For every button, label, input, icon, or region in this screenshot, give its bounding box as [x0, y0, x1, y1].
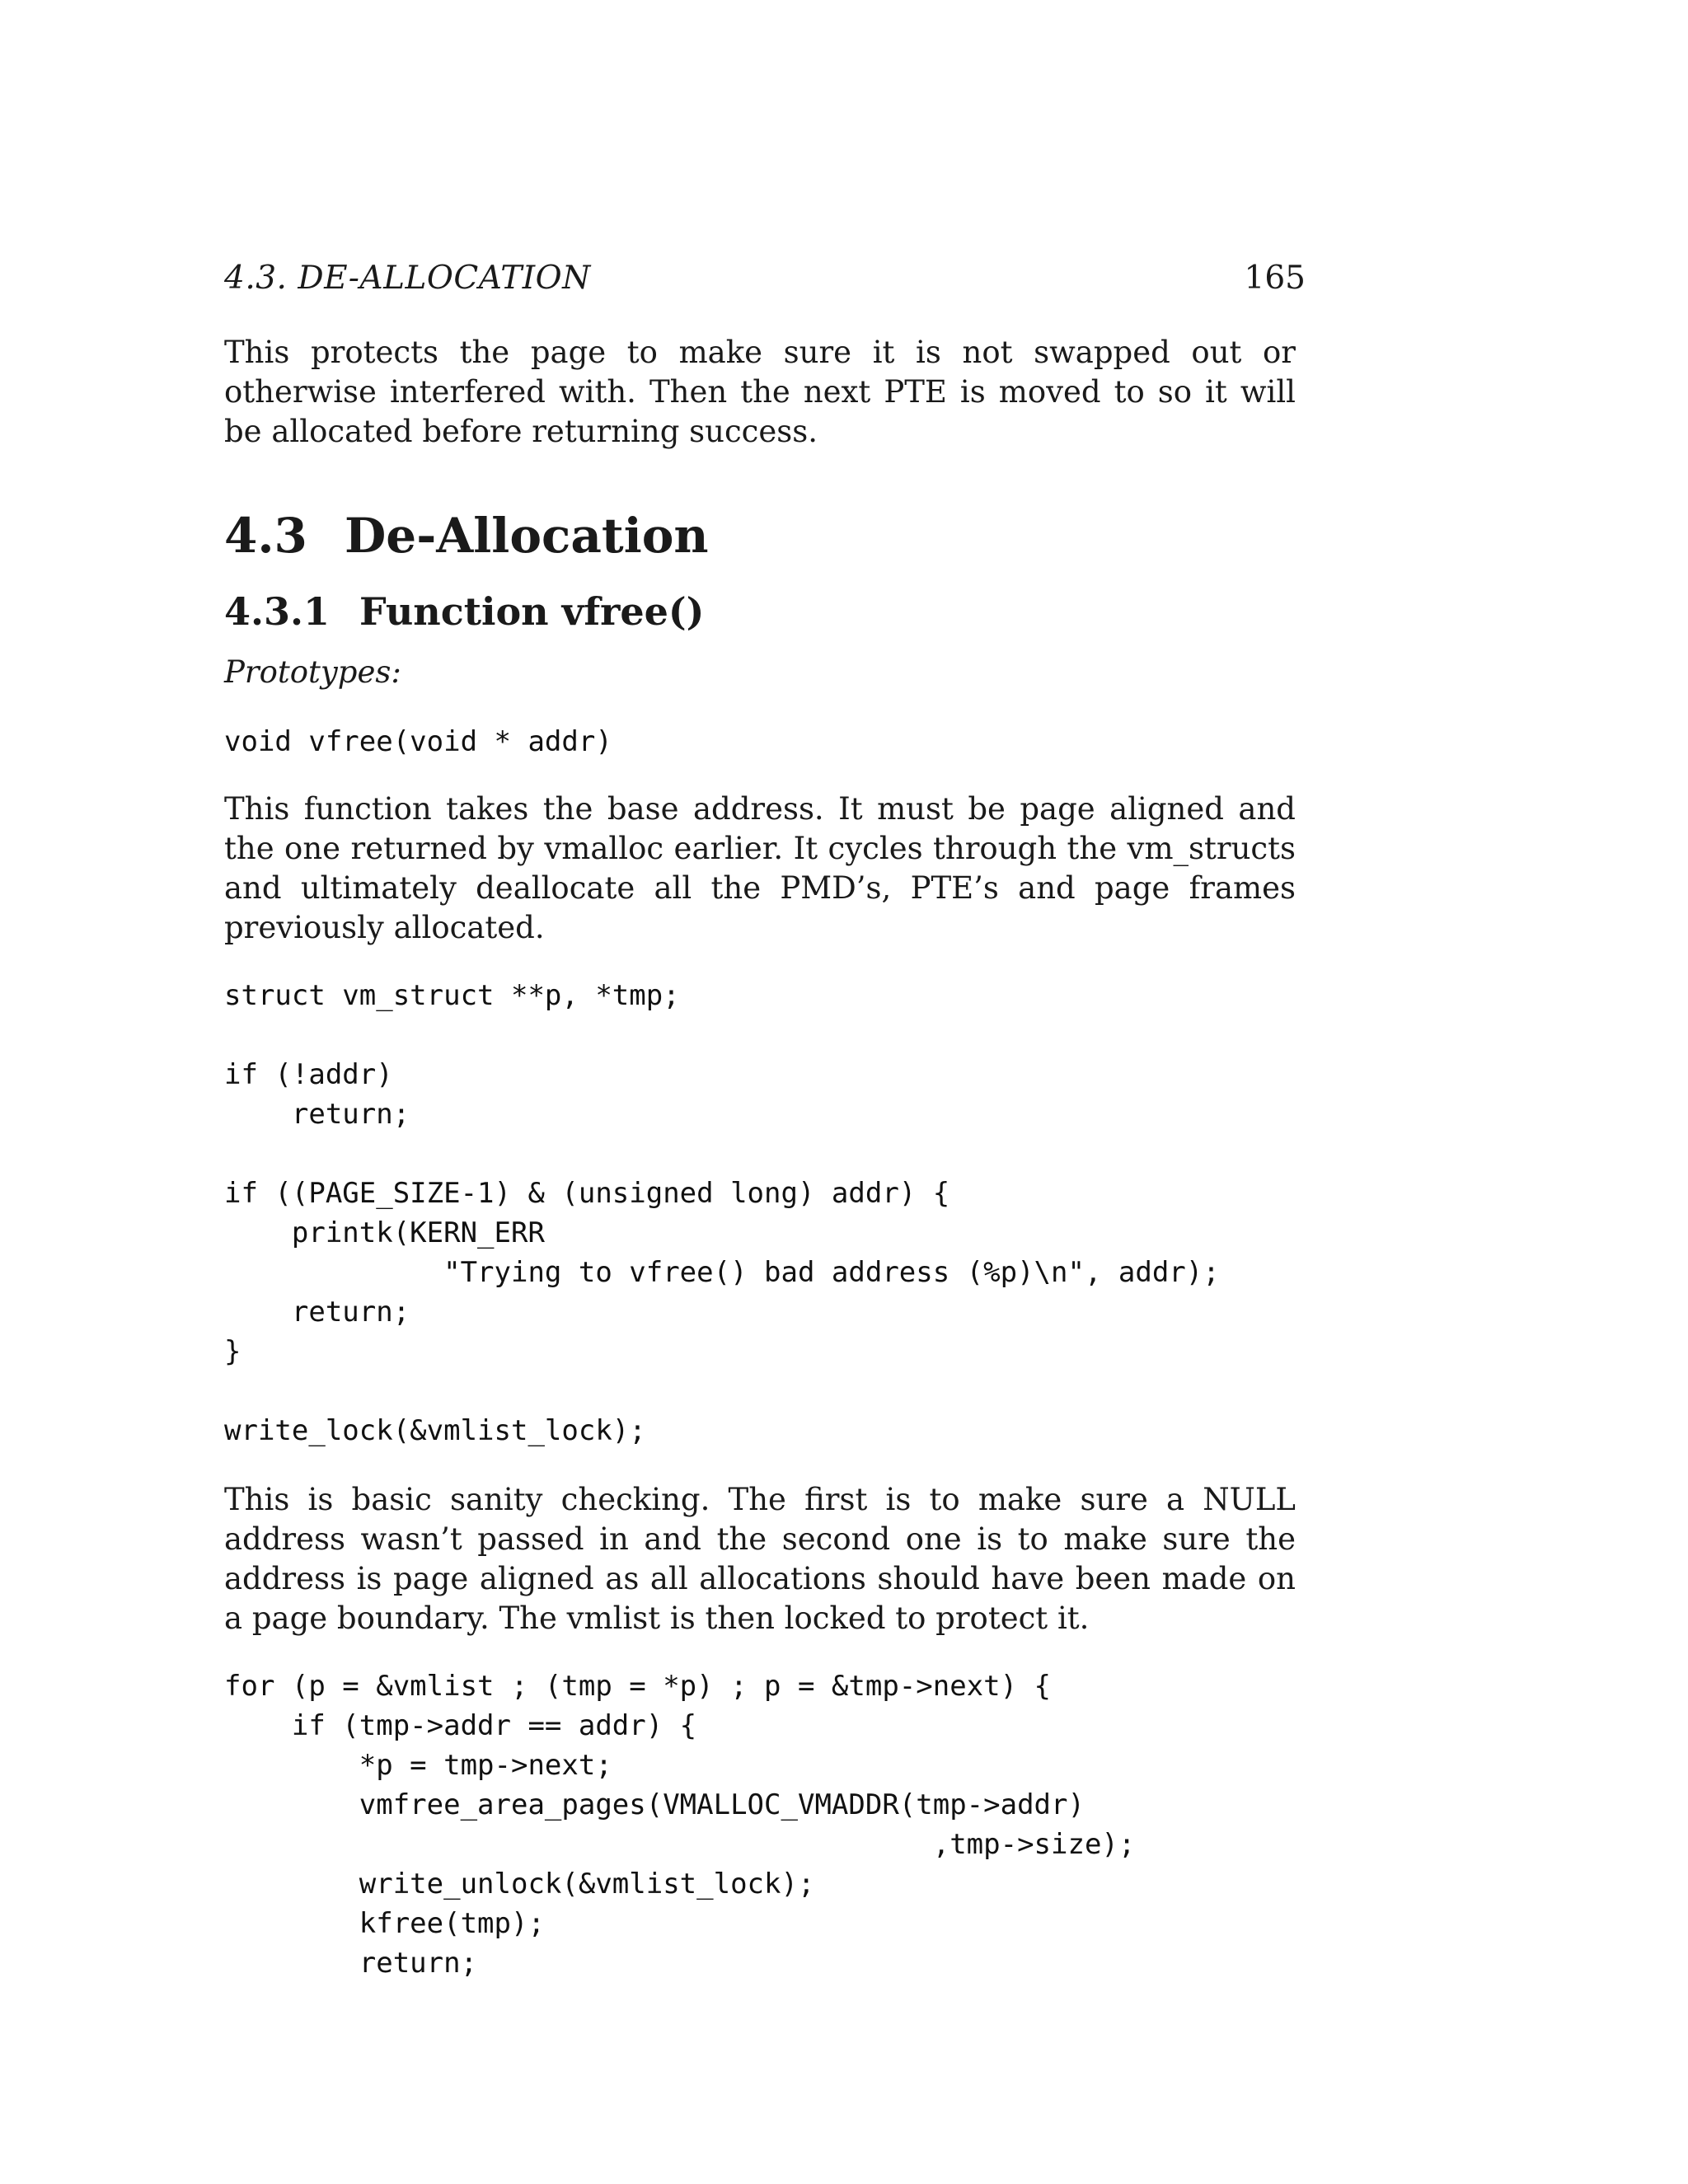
header-page-number: 165 [1244, 260, 1306, 297]
intro-paragraph: This protects the page to make sure it is not swapped out or otherwise interfered with. Then the next PTE is moved to so it will be allocated before returning success. [224, 335, 1296, 449]
header-section-title: 4.3. DE-ALLOCATION [224, 260, 591, 297]
subsection-heading [224, 587, 1296, 636]
document-page [224, 255, 1306, 1983]
section-heading [224, 504, 1296, 567]
code-block-vmlist-loop: for (p = &vmlist ; (tmp = *p) ; p = &tmp->next) { if (tmp->addr == addr) { *p = tmp->next; vmfree_area_pages(VMALLOC_VMADDR(tmp->addr) ,tmp->size); write_unlock(&vmlist_lock); kfree(tmp); return; [224, 1670, 1136, 1980]
code-block-sanity-check: struct vm_struct **p, *tmp; if (!addr) return; if ((PAGE_SIZE-1) & (unsigned long) addr) { printk(KERN_ERR "Trying to vfree() bad address (%p)\n", addr); return; } write_lock(&vmlist_lock); [224, 979, 1220, 1447]
description-paragraph: This function takes the base address. It must be page aligned and the one returned by vmalloc earlier. It cycles through the vm_structs and ultimately deallocate all the PMD’s, PTE’s and page frames previously allocated. [224, 791, 1296, 945]
running-header [224, 255, 1306, 302]
subsection-title-text: Function vfree() [359, 589, 705, 634]
section-number: 4.3 [224, 508, 307, 564]
prototypes-label: Prototypes: [224, 654, 401, 690]
sanity-check-paragraph: This is basic sanity checking. The first is to make sure a NULL address wasn’t passed in and the second one is to make sure the address is page aligned as all allocations should have been made on a page boundary. The vmlist is then locked to protect it. [224, 1482, 1296, 1636]
prototype-code: void vfree(void * addr) [224, 725, 612, 758]
section-title-text: De-Allocation [345, 508, 709, 564]
subsection-number: 4.3.1 [224, 589, 331, 634]
